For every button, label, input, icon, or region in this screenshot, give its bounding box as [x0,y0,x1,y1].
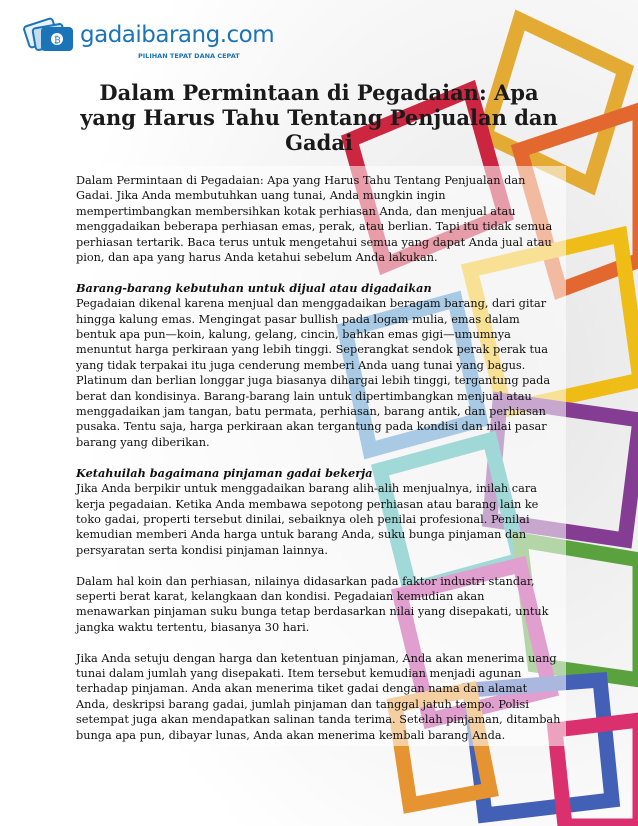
page-title: Dalam Permintaan di Pegadaian: Apa yang Harus Tahu Tentang Penjualan dan Gadai [80,80,558,155]
money-bag-icon [20,16,78,56]
paragraph-text: Dalam hal koin dan perhiasan, nilainya didasarkan pada faktor industri standar, seperti berat karat, kelangkaan dan kondisi. Pegadaian kemudian akan menawarkan pinjaman suku bunga tetap berdasarkan nilai yang disepakati, untuk jangka waktu tertentu, biasanya 30 hari. [76,574,549,634]
paragraph-valuation [76,574,562,636]
svg-text:₿: ₿ [54,36,61,46]
section-pawn-loans [76,466,562,558]
site-logo[interactable] [20,14,275,64]
paragraph-intro [76,173,562,265]
logo-name: gadaibarang.com [80,22,275,48]
paragraph-text: Dalam Permintaan di Pegadaian: Apa yang Harus Tahu Tentang Penjualan dan Gadai. Jika Anda membutuhkan uang tunai, Anda mungkin ingin mempertimbangkan membersihkan kotak perhiasan Anda, dan menjual atau menggadaikan beberapa perhiasan emas, perak, atau berlian. Tapi itu tidak semua perhiasan tertarik. Baca terus untuk mengetahui semua yang dapat Anda jual atau pion, dan apa yang harus Anda ketahui sebelum Anda lakukan. [76,174,553,265]
section-items [76,281,562,450]
paragraph-agreement [76,651,562,743]
section-heading: Barang-barang kebutuhan untuk dijual atau digadaikan [76,280,432,295]
paragraph-text: Pegadaian dikenal karena menjual dan menggadaikan beragam barang, dari gitar hingga kalung emas. Mengingat pasar bullish pada logam mulia, emas dalam bentuk apa pun—koin, kalung, gelang, cincin, bahkan emas gigi—umumnya menuntut harga perkiraan yang lebih tinggi. Seperangkat sendok perak perak tua yang tidak terpakai itu juga cenderung memberi Anda uang tunai yang bagus. Platinum dan berlian longgar juga biasanya dihargai lebih tinggi, tergantung pada berat dan kondisinya. Barang-barang lain untuk dipertimbangkan menjual atau menggadaikan jam tangan, batu permata, perhiasan, barang antik, dan perhiasan pusaka. Tentu saja, harga perkiraan akan tergantung pada kondisi dan nilai pasar barang yang diberikan. [76,297,551,449]
paragraph-text: Jika Anda setuju dengan harga dan ketentuan pinjaman, Anda akan menerima uang tunai dalam jumlah yang disepakati. Item tersebut kemudian menjadi agunan terhadap pinjaman. Anda akan menerima tiket gadai dengan nama dan alamat Anda, deskripsi barang gadai, jumlah pinjaman dan tanggal jatuh tempo. Polisi setempat juga akan mendapatkan salinan tanda terima. Setelah pinjaman, ditambah bunga apa pun, dibayar lunas, Anda akan menerima kembali barang Anda. [76,651,561,742]
paragraph-text: Jika Anda berpikir untuk menggadaikan barang alih-alih menjualnya, inilah cara kerja pegadaian. Ketika Anda membawa sepotong perhiasan atau barang lain ke toko gadai, properti tersebut dinilai, sebaiknya oleh penilai profesional. Penilai kemudian memberi Anda harga untuk barang Anda, suku bunga pinjaman dan persyaratan serta kondisi pinjaman lainnya. [76,482,539,557]
section-heading: Ketahuilah bagaimana pinjaman gadai bekerja [76,465,373,480]
logo-tagline: PILIHAN TEPAT DANA CEPAT [138,52,240,60]
article-body [76,173,562,758]
